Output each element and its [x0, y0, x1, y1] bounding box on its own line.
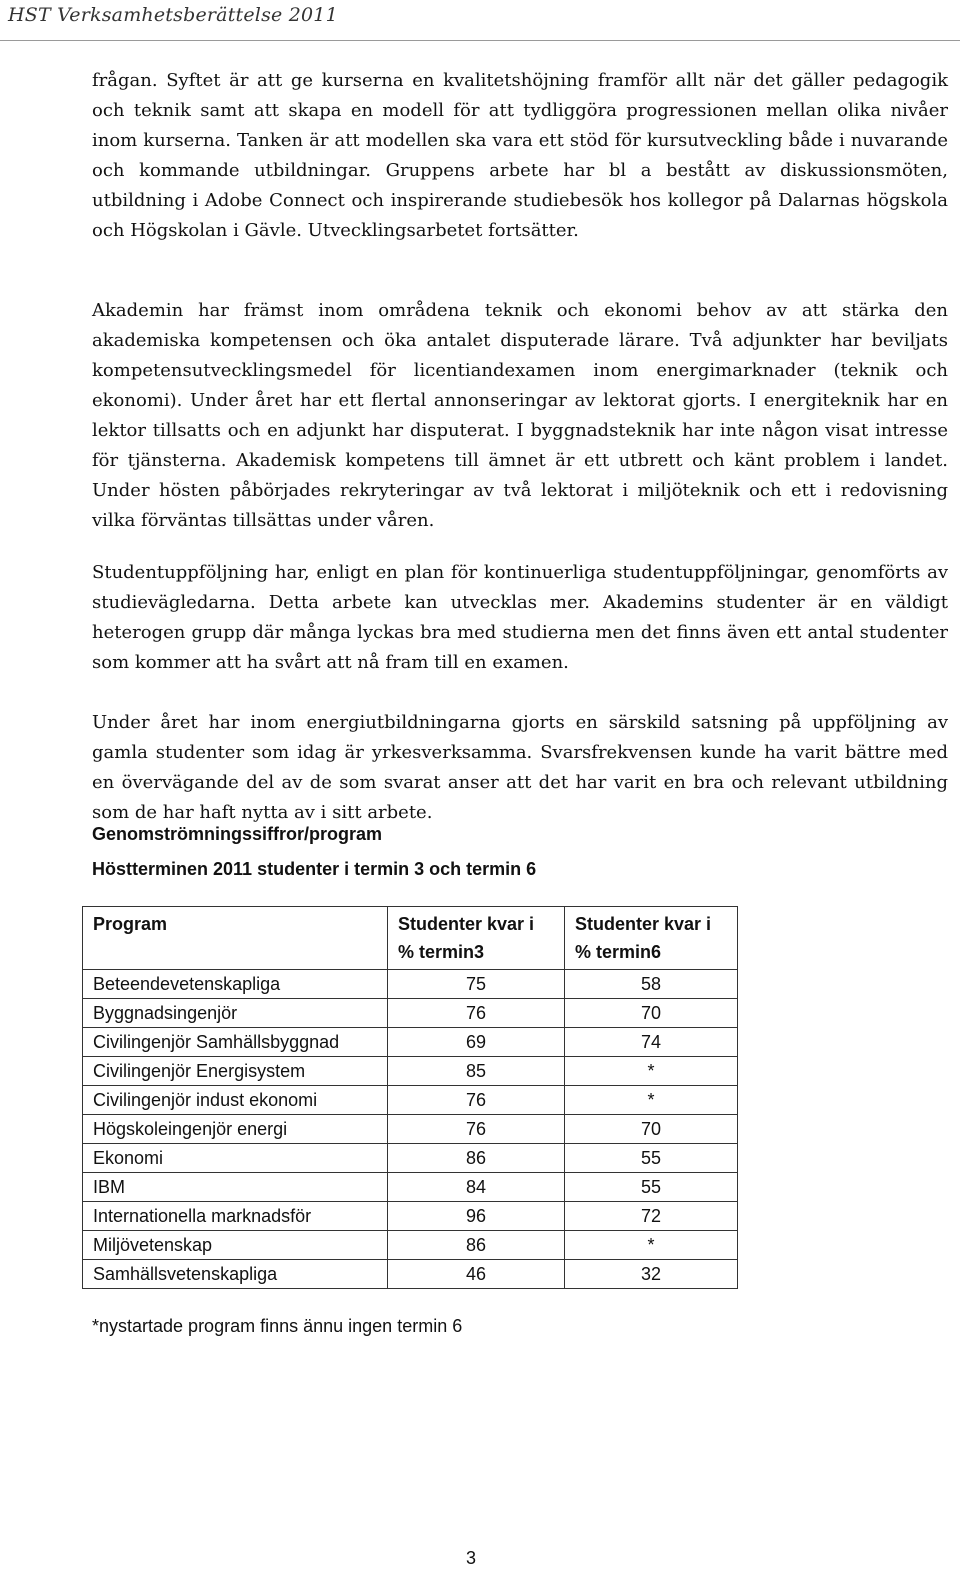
program-name-cell: Internationella marknadsför — [83, 1202, 388, 1231]
table-row — [83, 970, 738, 999]
program-name-cell: IBM — [83, 1173, 388, 1202]
program-name-cell: Civilingenjör Samhällsbyggnad — [83, 1028, 388, 1057]
table-row — [83, 1115, 738, 1144]
termin6-value-cell: 58 — [565, 970, 738, 999]
column-header-termin6: Studenter kvar i % termin6 — [565, 907, 738, 970]
termin3-value-cell: 86 — [388, 1144, 565, 1173]
termin6-value-cell: * — [565, 1057, 738, 1086]
termin6-value-cell: 74 — [565, 1028, 738, 1057]
paragraph-alumni-followup: Under året har inom energiutbildningarna gjorts en särskild satsning på uppföljning av gamla studenter som idag är yrkesverksamma. Svarsfrekvensen kunde ha varit bättre med en övervägande del av de som svarat anser att det har varit en bra och relevant utbildning som de har haft nytta av i sitt arbete. — [92, 712, 948, 823]
section-heading: Genomströmningssiffror/program — [92, 824, 383, 844]
termin3-value-cell: 69 — [388, 1028, 565, 1057]
table-row — [83, 999, 738, 1028]
paragraph-academic-competence: Akademin har främst inom områdena teknik och ekonomi behov av att stärka den akademiska kompetensen och öka antalet disputerade lärare. Två adjunkter har beviljats kompetensutvecklingsmedel för licentiandexamen inom energimarknader (teknik och ekonomi). Under året har ett flertal annonseringar av lektorat gjorts. I energiteknik har en lektor tillsatts och en adjunkt har disputerat. I byggnadsteknik har inte någon visat intresse för tjänsterna. Akademisk kompetens till ämnet är ett utbrett och känt problem i landet. Under hösten påbörjades rekryteringar av två lektorat i miljöteknik och ett i redovisning vilka förväntas tillsättas under våren. — [92, 300, 948, 531]
throughput-table — [82, 906, 738, 1289]
termin3-value-cell: 75 — [388, 970, 565, 999]
program-name-cell: Civilingenjör indust ekonomi — [83, 1086, 388, 1115]
program-name-cell: Högskoleingenjör energi — [83, 1115, 388, 1144]
table-footnote: *nystartade program finns ännu ingen termin 6 — [92, 1316, 463, 1336]
table-row — [83, 1028, 738, 1057]
program-name-cell: Byggnadsingenjör — [83, 999, 388, 1028]
termin6-value-cell: * — [565, 1231, 738, 1260]
termin6-value-cell: * — [565, 1086, 738, 1115]
termin3-value-cell: 46 — [388, 1260, 565, 1289]
termin6-value-cell: 55 — [565, 1173, 738, 1202]
termin6-value-cell: 70 — [565, 999, 738, 1028]
page-header-title: HST Verksamhetsberättelse 2011 — [8, 4, 338, 26]
table-header-row — [83, 907, 738, 970]
termin3-value-cell: 85 — [388, 1057, 565, 1086]
program-name-cell: Beteendevetenskapliga — [83, 970, 388, 999]
header-divider — [0, 40, 960, 41]
table-row — [83, 1260, 738, 1289]
table-row — [83, 1057, 738, 1086]
paragraph-student-followup: Studentuppföljning har, enligt en plan för kontinuerliga studentuppföljningar, genomförts av studievägledarna. Detta arbete kan utvecklas mer. Akademins studenter är en väldigt heterogen grupp där många lyckas bra med studierna men det finns även ett antal studenter som kommer att ha svårt att nå fram till en examen. — [92, 562, 948, 673]
table-row — [83, 1202, 738, 1231]
program-name-cell: Civilingenjör Energisystem — [83, 1057, 388, 1086]
termin3-value-cell: 86 — [388, 1231, 565, 1260]
table-body — [83, 970, 738, 1289]
table-row — [83, 1173, 738, 1202]
column-header-program: Program — [83, 907, 388, 970]
termin3-value-cell: 76 — [388, 1115, 565, 1144]
table-row — [83, 1231, 738, 1260]
termin6-value-cell: 55 — [565, 1144, 738, 1173]
paragraph-course-development: frågan. Syftet är att ge kurserna en kvalitetshöjning framför allt när det gäller pedagogik och teknik samt att skapa en modell för att tydliggöra progressionen mellan olika nivåer inom kurserna. Tanken är att modellen ska vara ett stöd för kursutveckling både i nuvarande och kommande utbildningar. Gruppens arbete har bl a bestått av diskussionsmöten, utbildning i Adobe Connect och inspirerande studiebesök hos kollegor på Dalarnas högskola och Högskolan i Gävle. Utvecklingsarbetet fortsätter. — [92, 70, 948, 241]
table-row — [83, 1144, 738, 1173]
subsection-heading: Höstterminen 2011 studenter i termin 3 och termin 6 — [92, 859, 537, 879]
termin3-value-cell: 84 — [388, 1173, 565, 1202]
termin6-value-cell: 70 — [565, 1115, 738, 1144]
termin3-value-cell: 76 — [388, 999, 565, 1028]
program-name-cell: Ekonomi — [83, 1144, 388, 1173]
column-header-termin3: Studenter kvar i % termin3 — [388, 907, 565, 970]
program-name-cell: Miljövetenskap — [83, 1231, 388, 1260]
termin6-value-cell: 72 — [565, 1202, 738, 1231]
termin3-value-cell: 96 — [388, 1202, 565, 1231]
table-row — [83, 1086, 738, 1115]
page-number: 3 — [466, 1548, 477, 1568]
termin6-value-cell: 32 — [565, 1260, 738, 1289]
termin3-value-cell: 76 — [388, 1086, 565, 1115]
program-name-cell: Samhällsvetenskapliga — [83, 1260, 388, 1289]
